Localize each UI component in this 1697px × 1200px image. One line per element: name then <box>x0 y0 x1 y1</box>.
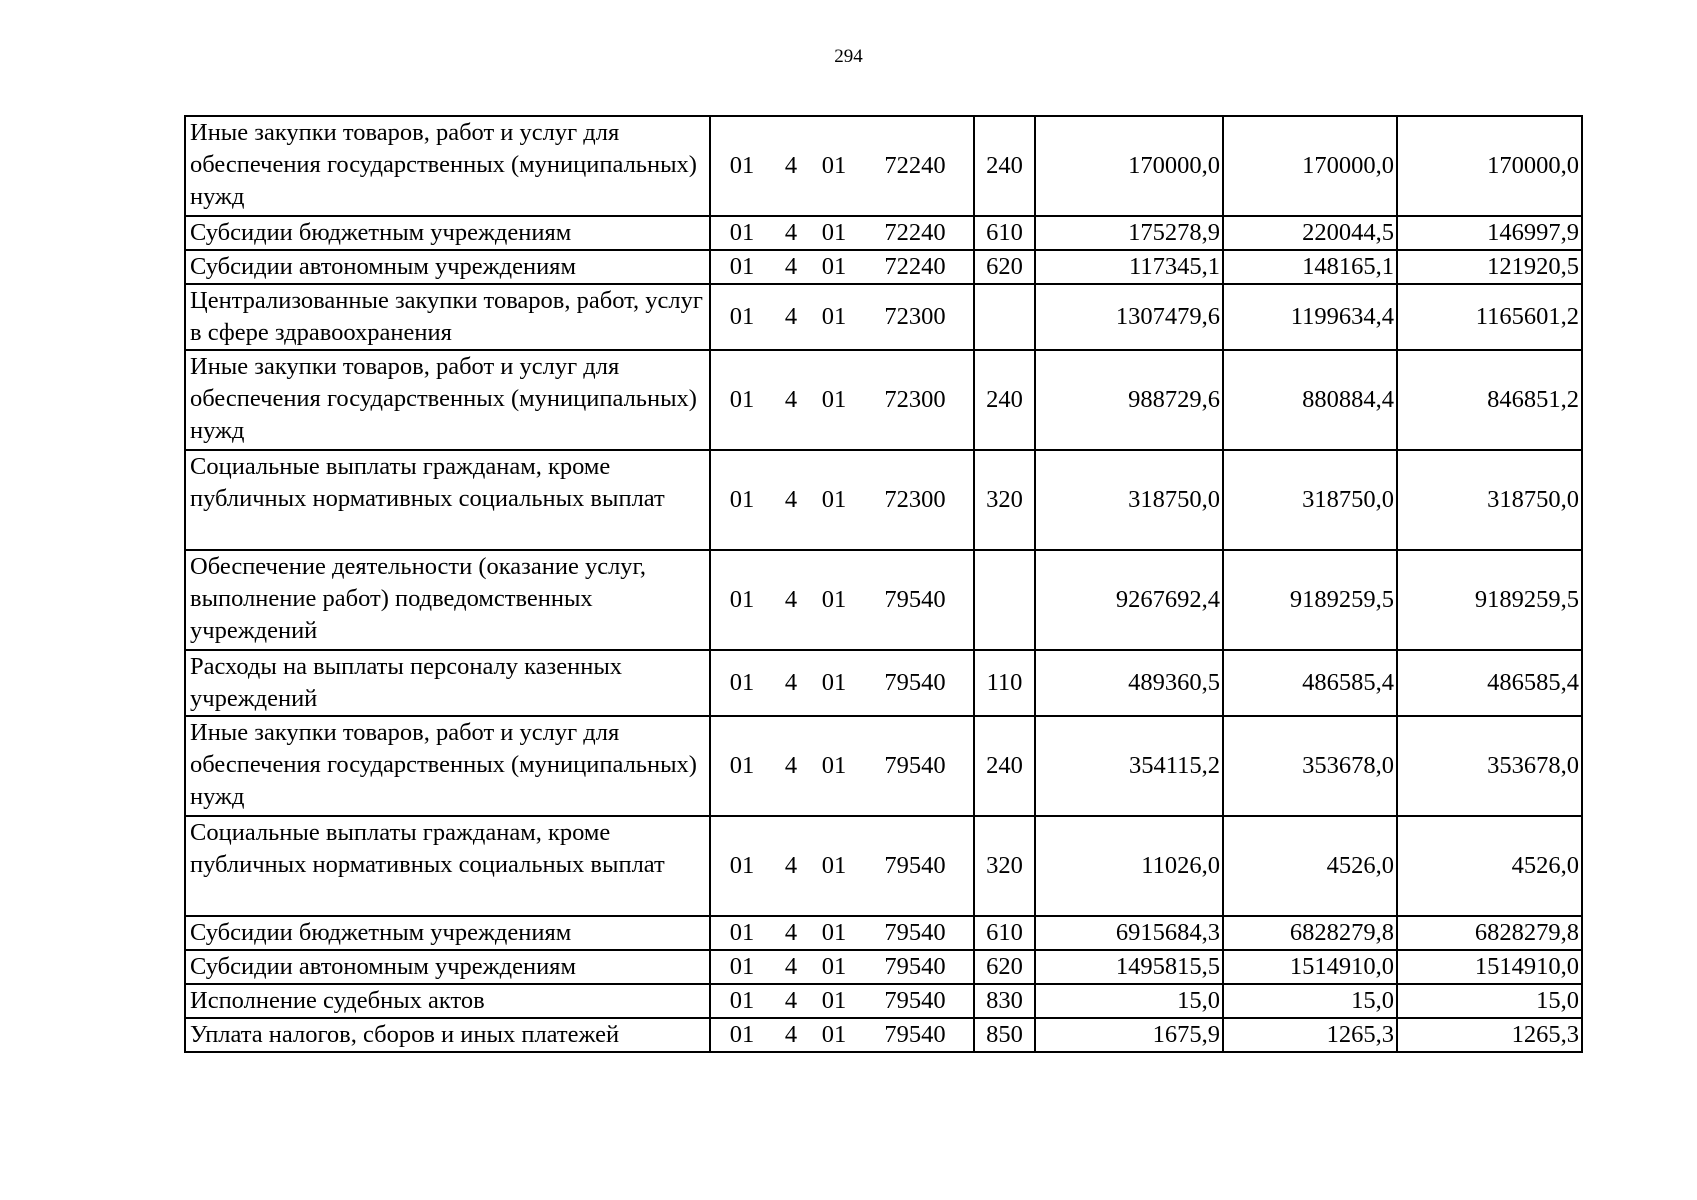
amount-year-1: 175278,9 <box>1035 216 1223 250</box>
amount-year-1: 1307479,6 <box>1035 284 1223 350</box>
code-subprogram: 01 <box>821 253 847 280</box>
code-section: 01 <box>729 386 755 413</box>
row-name: Обеспечение деятельности (оказание услуг, выполнение работ) подведомственных учреждений <box>185 550 710 650</box>
table-row <box>185 450 1582 550</box>
code-section: 01 <box>729 486 755 513</box>
row-codes <box>710 450 974 550</box>
amount-year-1: 15,0 <box>1035 984 1223 1018</box>
row-name: Субсидии автономным учреждениям <box>185 950 710 984</box>
code-section: 01 <box>729 953 755 980</box>
code-subprogram: 01 <box>821 669 847 696</box>
amount-year-2: 6828279,8 <box>1223 916 1397 950</box>
amount-year-3: 121920,5 <box>1397 250 1582 284</box>
row-name: Субсидии автономным учреждениям <box>185 250 710 284</box>
expense-type: 620 <box>974 250 1035 284</box>
table-row <box>185 550 1582 650</box>
code-program: 4 <box>784 669 798 696</box>
table-row <box>185 116 1582 216</box>
code-program: 4 <box>784 1021 798 1048</box>
code-subprogram: 01 <box>821 987 847 1014</box>
amount-year-2: 9189259,5 <box>1223 550 1397 650</box>
row-name: Централизованные закупки товаров, работ, услуг в сфере здравоохранения <box>185 284 710 350</box>
table-row <box>185 350 1582 450</box>
code-index: 79540 <box>884 586 946 613</box>
code-section: 01 <box>729 586 755 613</box>
row-name: Социальные выплаты гражданам, кроме публичных нормативных социальных выплат <box>185 450 710 550</box>
code-index: 72240 <box>884 219 946 246</box>
table-row <box>185 1018 1582 1052</box>
row-codes <box>710 716 974 816</box>
code-subprogram: 01 <box>821 486 847 513</box>
table-row <box>185 650 1582 716</box>
code-section: 01 <box>729 253 755 280</box>
amount-year-1: 489360,5 <box>1035 650 1223 716</box>
amount-year-3: 846851,2 <box>1397 350 1582 450</box>
expense-type: 620 <box>974 950 1035 984</box>
expense-type: 830 <box>974 984 1035 1018</box>
code-index: 72240 <box>884 253 946 280</box>
expense-type: 610 <box>974 216 1035 250</box>
code-section: 01 <box>729 219 755 246</box>
amount-year-1: 318750,0 <box>1035 450 1223 550</box>
amount-year-1: 1675,9 <box>1035 1018 1223 1052</box>
amount-year-3: 353678,0 <box>1397 716 1582 816</box>
table-row <box>185 284 1582 350</box>
expense-type: 320 <box>974 816 1035 916</box>
table-row <box>185 984 1582 1018</box>
code-section: 01 <box>729 152 755 179</box>
row-name: Иные закупки товаров, работ и услуг для обеспечения государственных (муниципальных) нужд <box>185 716 710 816</box>
code-index: 79540 <box>884 987 946 1014</box>
code-program: 4 <box>784 586 798 613</box>
code-section: 01 <box>729 303 755 330</box>
code-section: 01 <box>729 752 755 779</box>
table-row <box>185 250 1582 284</box>
amount-year-2: 880884,4 <box>1223 350 1397 450</box>
expense-type: 240 <box>974 350 1035 450</box>
amount-year-2: 353678,0 <box>1223 716 1397 816</box>
table-row <box>185 816 1582 916</box>
amount-year-1: 170000,0 <box>1035 116 1223 216</box>
code-index: 72300 <box>884 386 946 413</box>
code-index: 79540 <box>884 1021 946 1048</box>
page-number: 294 <box>834 46 863 67</box>
expense-type <box>974 550 1035 650</box>
amount-year-3: 9189259,5 <box>1397 550 1582 650</box>
code-program: 4 <box>784 919 798 946</box>
code-subprogram: 01 <box>821 303 847 330</box>
code-program: 4 <box>784 852 798 879</box>
amount-year-2: 1514910,0 <box>1223 950 1397 984</box>
amount-year-3: 1514910,0 <box>1397 950 1582 984</box>
row-name: Иные закупки товаров, работ и услуг для обеспечения государственных (муниципальных) нужд <box>185 116 710 216</box>
code-program: 4 <box>784 953 798 980</box>
code-subprogram: 01 <box>821 586 847 613</box>
code-section: 01 <box>729 669 755 696</box>
code-section: 01 <box>729 987 755 1014</box>
table-row <box>185 950 1582 984</box>
code-section: 01 <box>729 919 755 946</box>
row-codes <box>710 216 974 250</box>
amount-year-1: 354115,2 <box>1035 716 1223 816</box>
row-name: Исполнение судебных актов <box>185 984 710 1018</box>
code-index: 79540 <box>884 852 946 879</box>
row-codes <box>710 950 974 984</box>
expense-type: 240 <box>974 116 1035 216</box>
expense-type: 110 <box>974 650 1035 716</box>
expense-type: 320 <box>974 450 1035 550</box>
amount-year-3: 1165601,2 <box>1397 284 1582 350</box>
code-subprogram: 01 <box>821 1021 847 1048</box>
amount-year-2: 148165,1 <box>1223 250 1397 284</box>
row-codes <box>710 284 974 350</box>
code-section: 01 <box>729 1021 755 1048</box>
amount-year-2: 15,0 <box>1223 984 1397 1018</box>
amount-year-2: 486585,4 <box>1223 650 1397 716</box>
code-index: 79540 <box>884 669 946 696</box>
code-program: 4 <box>784 219 798 246</box>
amount-year-3: 146997,9 <box>1397 216 1582 250</box>
code-index: 72300 <box>884 486 946 513</box>
row-name: Субсидии бюджетным учреждениям <box>185 216 710 250</box>
row-codes <box>710 650 974 716</box>
amount-year-3: 6828279,8 <box>1397 916 1582 950</box>
code-subprogram: 01 <box>821 852 847 879</box>
row-codes <box>710 984 974 1018</box>
code-subprogram: 01 <box>821 386 847 413</box>
row-codes <box>710 1018 974 1052</box>
code-index: 72300 <box>884 303 946 330</box>
amount-year-3: 318750,0 <box>1397 450 1582 550</box>
row-name: Расходы на выплаты персоналу казенных учреждений <box>185 650 710 716</box>
budget-table <box>184 115 1583 1053</box>
code-index: 79540 <box>884 752 946 779</box>
table-row <box>185 916 1582 950</box>
row-codes <box>710 816 974 916</box>
code-section: 01 <box>729 852 755 879</box>
amount-year-2: 318750,0 <box>1223 450 1397 550</box>
row-name: Субсидии бюджетным учреждениям <box>185 916 710 950</box>
code-subprogram: 01 <box>821 219 847 246</box>
code-index: 79540 <box>884 953 946 980</box>
amount-year-2: 170000,0 <box>1223 116 1397 216</box>
expense-type: 850 <box>974 1018 1035 1052</box>
table-row <box>185 716 1582 816</box>
code-program: 4 <box>784 303 798 330</box>
code-index: 72240 <box>884 152 946 179</box>
amount-year-3: 170000,0 <box>1397 116 1582 216</box>
code-program: 4 <box>784 386 798 413</box>
code-index: 79540 <box>884 919 946 946</box>
amount-year-1: 988729,6 <box>1035 350 1223 450</box>
amount-year-2: 1199634,4 <box>1223 284 1397 350</box>
code-program: 4 <box>784 253 798 280</box>
row-codes <box>710 550 974 650</box>
amount-year-3: 486585,4 <box>1397 650 1582 716</box>
amount-year-3: 15,0 <box>1397 984 1582 1018</box>
row-codes <box>710 116 974 216</box>
row-codes <box>710 916 974 950</box>
row-name: Иные закупки товаров, работ и услуг для обеспечения государственных (муниципальных) нужд <box>185 350 710 450</box>
expense-type <box>974 284 1035 350</box>
amount-year-2: 220044,5 <box>1223 216 1397 250</box>
table-row <box>185 216 1582 250</box>
row-codes <box>710 250 974 284</box>
code-subprogram: 01 <box>821 752 847 779</box>
expense-type: 240 <box>974 716 1035 816</box>
row-name: Социальные выплаты гражданам, кроме публичных нормативных социальных выплат <box>185 816 710 916</box>
code-program: 4 <box>784 486 798 513</box>
amount-year-2: 1265,3 <box>1223 1018 1397 1052</box>
amount-year-1: 117345,1 <box>1035 250 1223 284</box>
code-program: 4 <box>784 987 798 1014</box>
expense-type: 610 <box>974 916 1035 950</box>
code-subprogram: 01 <box>821 953 847 980</box>
amount-year-1: 9267692,4 <box>1035 550 1223 650</box>
amount-year-3: 1265,3 <box>1397 1018 1582 1052</box>
row-name: Уплата налогов, сборов и иных платежей <box>185 1018 710 1052</box>
code-program: 4 <box>784 152 798 179</box>
amount-year-1: 1495815,5 <box>1035 950 1223 984</box>
code-subprogram: 01 <box>821 152 847 179</box>
amount-year-2: 4526,0 <box>1223 816 1397 916</box>
amount-year-3: 4526,0 <box>1397 816 1582 916</box>
amount-year-1: 11026,0 <box>1035 816 1223 916</box>
amount-year-1: 6915684,3 <box>1035 916 1223 950</box>
code-subprogram: 01 <box>821 919 847 946</box>
row-codes <box>710 350 974 450</box>
code-program: 4 <box>784 752 798 779</box>
